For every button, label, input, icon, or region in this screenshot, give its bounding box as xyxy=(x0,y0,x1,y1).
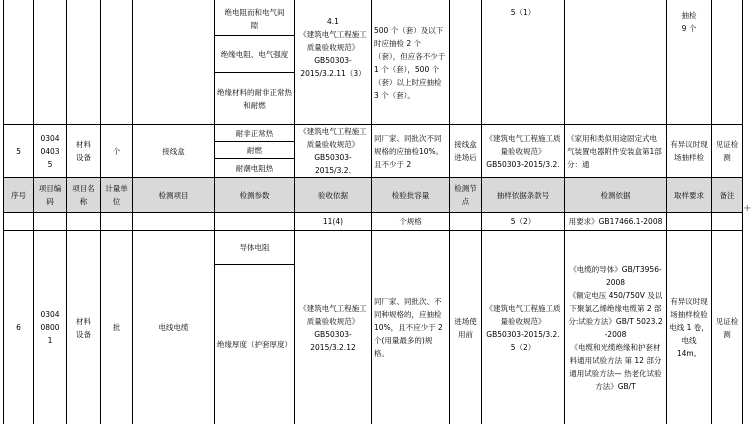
header-param: 检测参数 xyxy=(215,178,294,212)
row-number: 6 xyxy=(16,323,21,332)
param-cell: 耐燃 xyxy=(247,145,262,155)
item-code: 0304 0403 5 xyxy=(40,133,60,169)
header-unit: 计量单位 xyxy=(101,178,132,212)
header-node: 检测节点 xyxy=(450,178,481,212)
item-name: 材料 设备 xyxy=(76,140,91,162)
method-cell: 《电缆的导体》GB/T3956-2008 《额定电压 450/750V 及以下聚氯乙烯绝缘电缆第 2 部分:试验方法》GB/T 5023.2 -2008 《电缆和光缆绝缘和护套材料通用试验方法 第 12 部分通用试验方法— 热老化试验方法》GB/T xyxy=(568,264,663,391)
expand-handle-icon[interactable]: + xyxy=(743,203,751,214)
param-cell: 导体电阻 xyxy=(239,243,270,252)
header-sample: 取样要求 xyxy=(667,178,711,212)
sample-cell: 抽检 9 个 xyxy=(681,11,697,33)
node-cell: 进场使用前 xyxy=(454,316,477,339)
param-line: 绝电阻而和电气间 xyxy=(224,7,285,17)
sample-cell: 有异议时现场抽样检验电线 1 卷，电线 14m。 xyxy=(669,297,709,358)
param-cell: 绝缘材料的耐非正常热和耐燃 xyxy=(217,87,292,110)
basis-cell: 《建筑电气工程施工质量验收规范》GB50303-2015/3.2. xyxy=(299,127,367,175)
remark-cell: 见证检测 xyxy=(715,140,739,162)
clause-cell: 《建筑电气工程施工质量验收规范》GB50303-2015/3.2. 5（2） xyxy=(485,303,561,352)
clause-cell: 《建筑电气工程施工质量验收规范》GB50303-2015/3.2. xyxy=(485,133,561,169)
method-cell: 用要求》GB17466.1-2008 xyxy=(568,217,663,226)
row-number: 5 xyxy=(16,146,21,156)
quantity-cell: 个规格 xyxy=(399,217,422,226)
header-code: 项目编码 xyxy=(34,178,66,212)
item-code: 0304 0800 1 xyxy=(40,310,60,345)
param-cell: 耐潮电阻热 xyxy=(235,163,274,173)
header-qty: 检验批容量 xyxy=(372,178,449,212)
sample-cell: 有异议时现场抽样检 xyxy=(670,140,708,162)
param-cell: 绝缘厚度（护套厚度） xyxy=(217,340,292,349)
test-item: 接线盒 xyxy=(162,146,185,156)
unit-cell: 批 xyxy=(112,323,121,332)
basis-cell: 11(4) xyxy=(322,217,344,226)
param-cell: 绝缘电阻、电气强度 xyxy=(220,49,289,59)
item-name: 材料 设备 xyxy=(76,316,91,339)
clause-cell: 5（1） xyxy=(510,7,536,17)
quantity-cell: 同厂家、同批次、不同种规格的，应抽检 10%，且不应少于 2 个(用量最多的)规格。 xyxy=(374,297,443,358)
quantity-cell: 同厂家、同批次不同规格的应抽检10%。且不少于 2 xyxy=(374,133,444,169)
node-cell: 接线盒进场后 xyxy=(454,140,477,162)
param-cell xyxy=(215,2,294,35)
header-clause: 抽样依据条款号 xyxy=(482,178,564,212)
basis-cell: 4.1 《建筑电气工程施工质量验收规范》GB50303-2015/3.2.11（3） xyxy=(299,16,367,78)
quantity-cell: 500 个（套）及以下时应抽检 2 个（套），但应各不少于 1 个（套），500 个（套）以上时应抽检 3 个（套）。 xyxy=(374,26,446,100)
param-cell: 耐非正常热 xyxy=(235,128,274,138)
header-method: 检测依据 xyxy=(565,178,666,212)
header-item: 检测项目 xyxy=(133,178,214,212)
header-no: 序号 xyxy=(4,178,33,212)
header-basis: 验收依据 xyxy=(295,178,371,212)
test-item: 电线电缆 xyxy=(158,323,189,332)
method-cell: 《家用和类似用途固定式电气装置电器附件安装盒第1部分：通 xyxy=(567,133,662,169)
remark-cell: 见证检测 xyxy=(715,316,739,339)
unit-cell: 个 xyxy=(112,146,121,156)
clause-cell: 5（2） xyxy=(510,217,536,226)
basis-cell: 《建筑电气工程施工质量验收规范》GB50303-2015/3.2.12 xyxy=(299,303,367,352)
header-remark: 备注 xyxy=(712,178,742,212)
header-name: 项目名称 xyxy=(67,178,100,212)
param-line: 隙 xyxy=(250,20,259,30)
